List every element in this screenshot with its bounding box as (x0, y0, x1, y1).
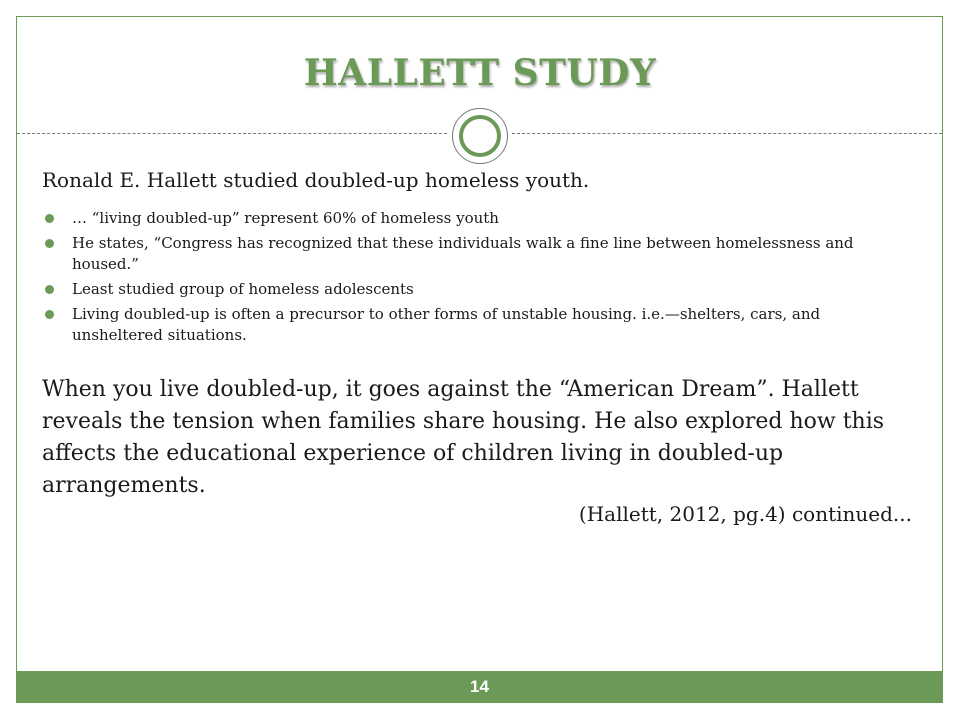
bullet-dot-icon (45, 310, 54, 319)
circle-ornament-icon (452, 108, 508, 164)
circle-ornament-inner (459, 115, 501, 157)
intro-text: Ronald E. Hallett studied doubled-up homeless youth. (42, 168, 590, 192)
bullet-item (42, 279, 912, 300)
bullet-dot-icon (45, 214, 54, 223)
bullet-list (42, 208, 912, 346)
title-divider-right (512, 133, 942, 134)
bullet-text: Least studied group of homeless adolescents (72, 280, 414, 298)
bullet-dot-icon (45, 285, 54, 294)
bullet-dot-icon (45, 239, 54, 248)
title-divider-left (17, 133, 447, 134)
bullet-text: He states, “Congress has recognized that these individuals walk a fine line between homelessness and housed.” (72, 234, 854, 273)
footer-bar (16, 671, 943, 703)
slide-title: HALLETT STUDY (303, 52, 657, 94)
bullet-text: Living doubled-up is often a precursor to other forms of unstable housing. i.e.—shelters, cars, and unsheltered situations. (72, 305, 821, 344)
bullet-item (42, 208, 912, 229)
bullet-item (42, 304, 912, 346)
page-number: 14 (470, 677, 489, 696)
body-paragraph: When you live doubled-up, it goes against the “American Dream”. Hallett reveals the tension when families share housing. He also explored how this affects the educational experience of children living in doubled-up arrangements. (42, 377, 885, 498)
bullet-text: … “living doubled-up” represent 60% of homeless youth (72, 209, 499, 227)
slide-content (42, 168, 912, 526)
citation: (Hallett, 2012, pg.4) continued... (578, 502, 912, 526)
bullet-item (42, 233, 912, 275)
